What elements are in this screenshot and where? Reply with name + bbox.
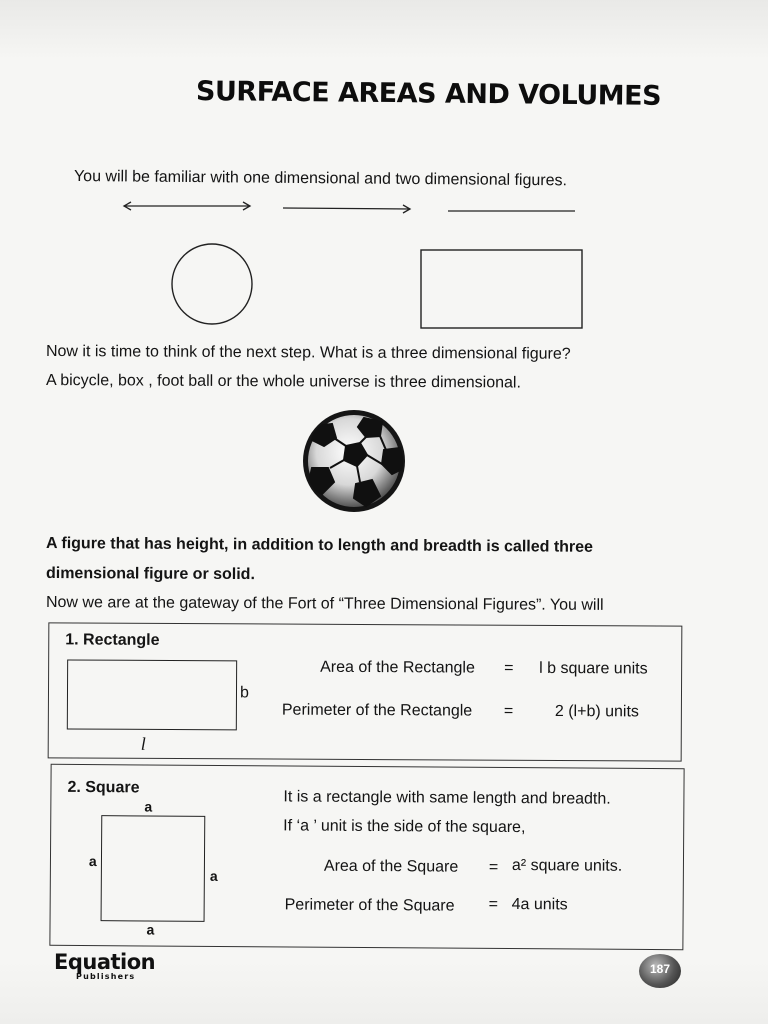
- square-diagram: [101, 815, 206, 922]
- publisher-name: Equation: [54, 950, 156, 974]
- rectangle-perimeter-label: Perimeter of the Rectangle: [281, 701, 473, 720]
- square-label-bottom: a: [146, 921, 155, 938]
- square-heading: 2. Square: [67, 778, 140, 797]
- square-label-left: a: [88, 853, 97, 870]
- square-section: [49, 764, 684, 950]
- football-image: [300, 410, 410, 515]
- rectangle-perimeter-equals: =: [503, 702, 514, 720]
- square-area-label: Area of the Square: [323, 857, 459, 876]
- publisher-subtitle: Publishers: [76, 972, 136, 981]
- gateway-text: Now we are at the gateway of the Fort of “Three Dimensional Figures”. You will: [45, 594, 604, 614]
- definition-line-2: dimensional figure or solid.: [45, 565, 255, 584]
- page-number: 187: [639, 954, 681, 988]
- rectangle-area-equals: =: [504, 659, 514, 677]
- intro-text: You will be familiar with one dimensional and two dimensional figures.: [73, 168, 568, 190]
- rectangle-perimeter-value: 2 (l+b) units: [554, 702, 639, 721]
- square-perimeter-value: 4a units: [511, 896, 568, 914]
- rectangle-figure: [421, 250, 582, 328]
- square-perimeter-equals: =: [488, 895, 499, 913]
- rectangle-area-label: Area of the Rectangle: [320, 658, 475, 677]
- rectangle-area-value: l b square units: [539, 659, 648, 678]
- square-area-value: a² square units.: [511, 857, 623, 875]
- circle-figure: [172, 244, 252, 324]
- paragraph-three-dimensional-question: Now it is time to think of the next step. What is a three dimensional figure?: [45, 343, 571, 363]
- square-perimeter-label: Perimeter of the Square: [284, 896, 455, 915]
- rectangle-heading: 1. Rectangle: [65, 631, 160, 649]
- square-label-right: a: [209, 867, 218, 884]
- rectangle-section: [48, 622, 683, 761]
- definition-line-1: A figure that has height, in addition to length and breadth is called three: [45, 535, 594, 556]
- square-label-top: a: [144, 798, 153, 815]
- paragraph-examples: A bicycle, box , foot ball or the whole universe is three dimensional.: [45, 372, 521, 392]
- rectangle-label-b: b: [239, 684, 249, 702]
- rectangle-label-l: l: [140, 733, 146, 754]
- rectangle-diagram: [67, 659, 237, 730]
- page-title: SURFACE AREAS AND VOLUMES: [195, 76, 662, 112]
- square-area-equals: =: [488, 858, 499, 876]
- plane-figures: [0, 0, 768, 340]
- publisher-logo: [54, 950, 156, 981]
- square-description-1: It is a rectangle with same length and breadth.: [283, 788, 611, 808]
- square-description-2: If ‘a ’ unit is the side of the square,: [283, 817, 526, 837]
